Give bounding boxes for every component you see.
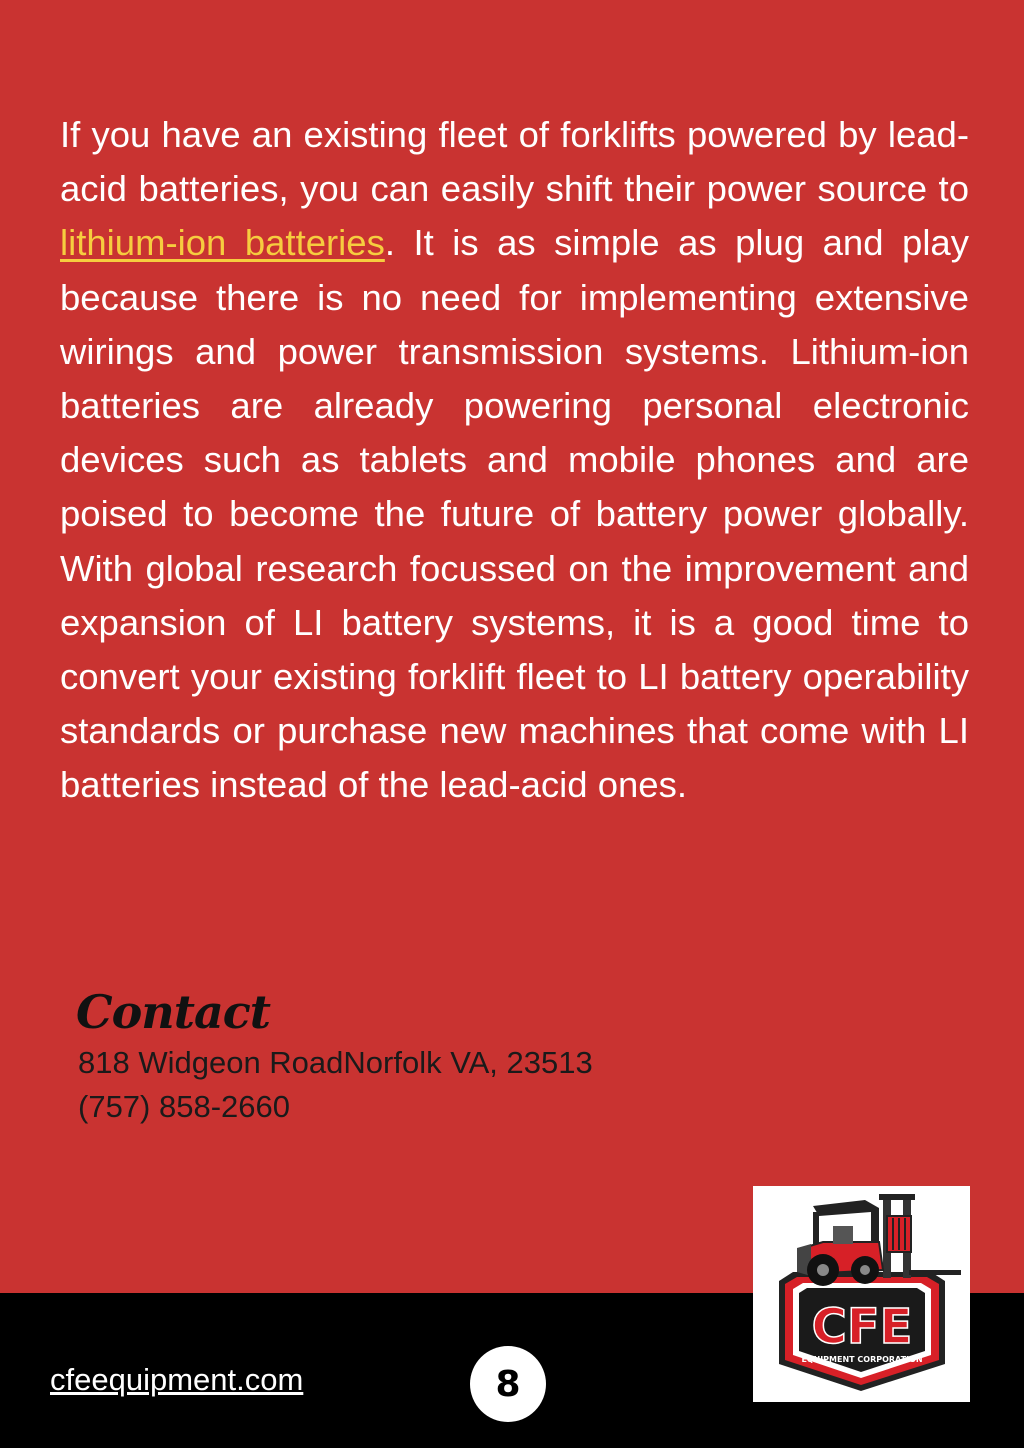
forklift-icon [753, 1186, 970, 1402]
contact-address: 818 Widgeon RoadNorfolk VA, 23513 [78, 1045, 593, 1080]
body-paragraph [60, 108, 969, 813]
paragraph-text-start: If you have an existing fleet of forklifts powered by lead-acid batteries, you can easily shift their power source to [60, 114, 969, 210]
logo-brand-text: CFE [811, 1299, 913, 1355]
lithium-ion-batteries-link[interactable]: lithium-ion batteries [60, 222, 385, 264]
logo-tagline-text: EQUIPMENT CORPORATION [801, 1355, 923, 1364]
contact-phone: (757) 858-2660 [78, 1089, 290, 1124]
page-number: 8 [495, 1363, 521, 1405]
cfe-logo [753, 1186, 970, 1402]
page-number-badge [470, 1346, 546, 1422]
contact-heading: Contact [76, 985, 271, 1039]
website-link[interactable]: cfeequipment.com [50, 1362, 304, 1397]
paragraph-text-end: . It is as simple as plug and play because there is no need for implementing extensive wirings and power transmission systems. Lithium-ion batteries are already powering personal electronic devices such as tablets and mobile phones and are poised to become the future of battery power globally. With global research focussed on the improvement and expansion of LI battery systems, it is a good time to convert your existing forklift fleet to LI battery operability standards or purchase new machines that come with LI batteries instead of the lead-acid ones. [60, 222, 969, 806]
